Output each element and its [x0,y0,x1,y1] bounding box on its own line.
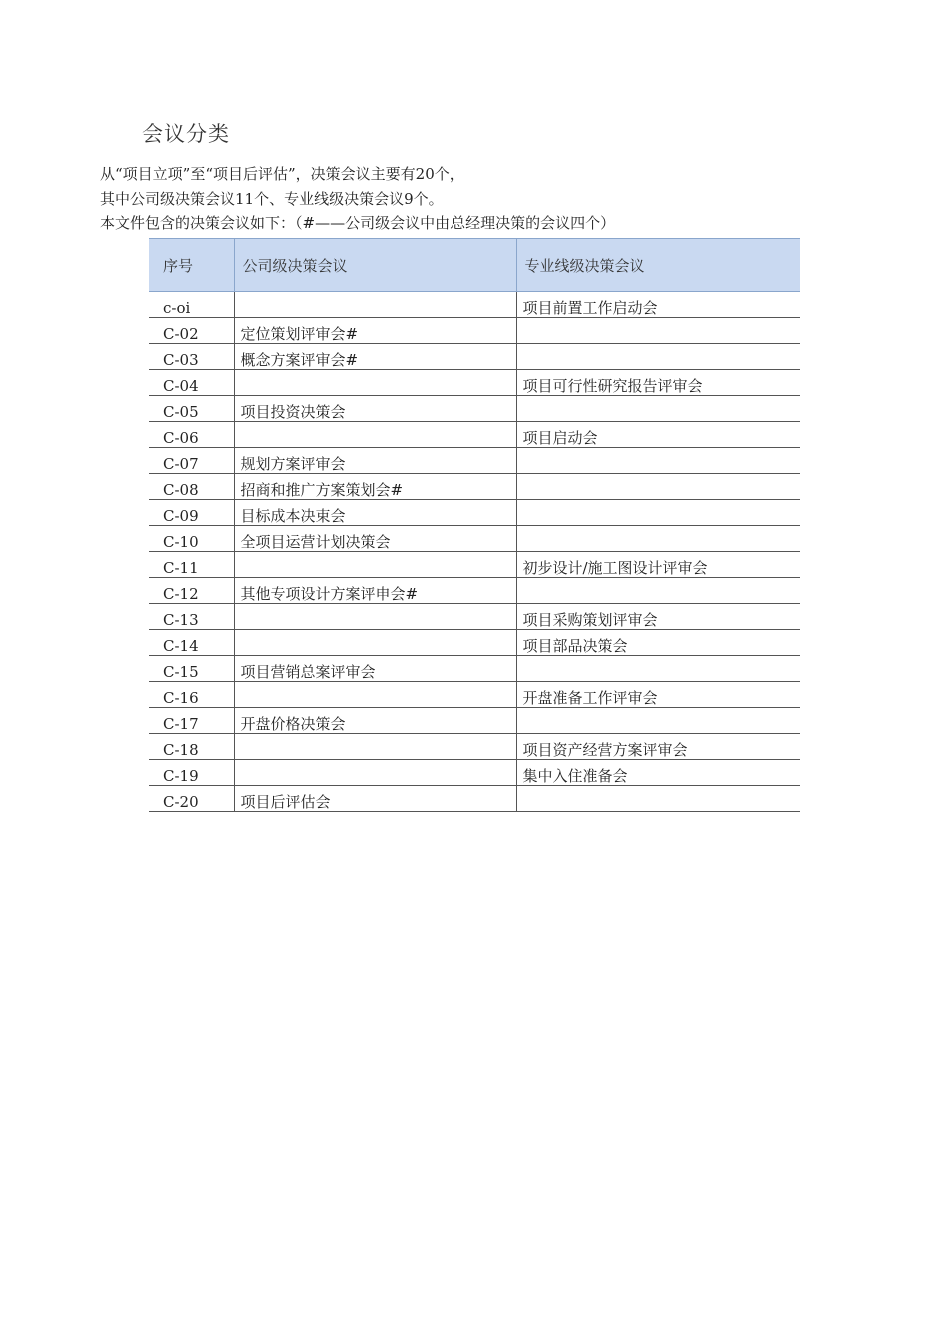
intro-line-1: 从“项目立项”至“项目后评估”，决策会议主要有20个， [100,165,465,183]
table-row [149,630,800,656]
cell-department-meeting [516,500,800,526]
cell-company-meeting: 概念方案评审会# [234,344,516,370]
cell-company-meeting [234,370,516,396]
cell-company-meeting [234,734,516,760]
cell-index: C-16 [149,682,234,708]
cell-department-meeting [516,526,800,552]
table-row [149,474,800,500]
cell-index: C-12 [149,578,234,604]
cell-company-meeting [234,604,516,630]
cell-company-meeting: 其他专项设计方案评申会# [234,578,516,604]
cell-department-meeting: 项目资产经营方案评审会 [516,734,800,760]
cell-index: C-18 [149,734,234,760]
table-row [149,396,800,422]
table-row [149,448,800,474]
cell-index: C-13 [149,604,234,630]
cell-company-meeting: 项目后评估会 [234,786,516,812]
cell-department-meeting [516,448,800,474]
cell-index: C-09 [149,500,234,526]
table-row [149,760,800,786]
table-row [149,682,800,708]
cell-index: C-15 [149,656,234,682]
cell-company-meeting: 目标成本决束会 [234,500,516,526]
table-row [149,318,800,344]
cell-index: C-14 [149,630,234,656]
table-row [149,708,800,734]
meeting-table [149,238,800,812]
cell-department-meeting: 项目启动会 [516,422,800,448]
cell-company-meeting [234,630,516,656]
table-body [149,292,800,812]
table-row [149,786,800,812]
cell-company-meeting: 规划方案评审会 [234,448,516,474]
cell-company-meeting: 全项目运营计划决策会 [234,526,516,552]
cell-index: C-19 [149,760,234,786]
cell-company-meeting: 项目营销总案评审会 [234,656,516,682]
cell-company-meeting [234,682,516,708]
cell-department-meeting: 项目部品决策会 [516,630,800,656]
cell-company-meeting [234,422,516,448]
cell-company-meeting: 定位策划评审会# [234,318,516,344]
header-index: 序号 [149,239,234,292]
table-row [149,370,800,396]
table-row [149,500,800,526]
cell-index: C-03 [149,344,234,370]
cell-department-meeting [516,396,800,422]
cell-index: C-08 [149,474,234,500]
table-row [149,526,800,552]
cell-department-meeting: 开盘准备工作评审会 [516,682,800,708]
table-row [149,734,800,760]
header-company-level: 公司级决策会议 [234,239,516,292]
cell-index: c-oi [149,292,234,318]
cell-department-meeting [516,708,800,734]
table-row [149,604,800,630]
cell-department-meeting [516,656,800,682]
cell-department-meeting [516,578,800,604]
cell-index: C-06 [149,422,234,448]
table-row [149,344,800,370]
cell-department-meeting [516,318,800,344]
intro-line-3: 本文件包含的决策会议如下：（#——公司级会议中由总经理决策的会议四个） [100,214,616,232]
cell-company-meeting [234,552,516,578]
cell-index: C-11 [149,552,234,578]
table-row [149,656,800,682]
section-heading: 会议分类 [142,122,230,146]
table-row [149,422,800,448]
table-row [149,552,800,578]
cell-index: C-05 [149,396,234,422]
cell-company-meeting: 项目投资决策会 [234,396,516,422]
cell-company-meeting: 招商和推广方案策划会# [234,474,516,500]
cell-index: C-07 [149,448,234,474]
cell-company-meeting [234,760,516,786]
table-row [149,578,800,604]
cell-department-meeting: 集中入住准备会 [516,760,800,786]
cell-company-meeting [234,292,516,318]
cell-index: C-10 [149,526,234,552]
cell-index: C-04 [149,370,234,396]
intro-line-2: 其中公司级决策会议11个、专业线级决策会议9个。 [100,190,444,208]
header-department-level: 专业线级决策会议 [516,239,800,292]
cell-company-meeting: 开盘价格决策会 [234,708,516,734]
table-header-row [149,239,800,292]
cell-department-meeting: 初步设计/施工图设计评审会 [516,552,800,578]
cell-department-meeting [516,786,800,812]
cell-index: C-20 [149,786,234,812]
table-row [149,292,800,318]
cell-department-meeting: 项目前置工作启动会 [516,292,800,318]
cell-department-meeting [516,474,800,500]
cell-index: C-02 [149,318,234,344]
cell-department-meeting [516,344,800,370]
cell-index: C-17 [149,708,234,734]
cell-department-meeting: 项目可行性研究报告评审会 [516,370,800,396]
cell-department-meeting: 项目采购策划评审会 [516,604,800,630]
